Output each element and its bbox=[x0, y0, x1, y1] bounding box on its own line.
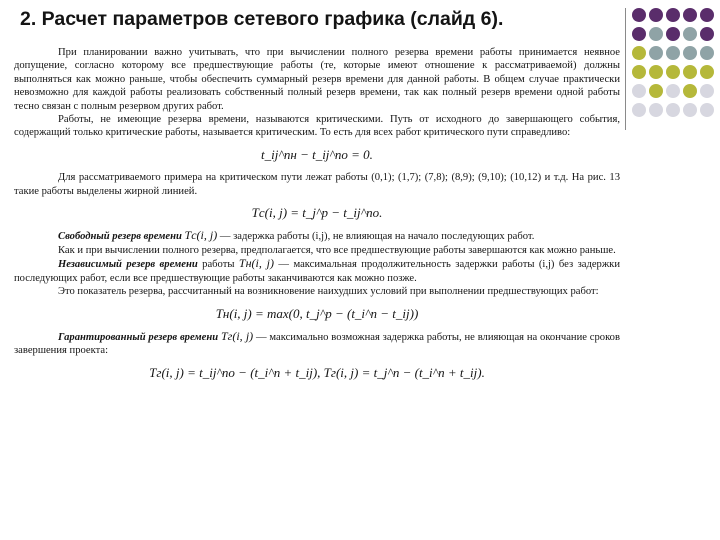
decorative-dot bbox=[632, 65, 646, 79]
paragraph-free-reserve bbox=[14, 229, 620, 243]
term-guaranteed-reserve: Гарантированный резерв времени bbox=[58, 331, 219, 343]
paragraph-1: При планировании важно учитывать, что при вычислении полного резерва времени работы принимается неявное допущение, согласно которому все предшествующие работы (те, которые имеют отношение к рассматриваемой) должны выполняться как можно раньше, чтобы обеспечить суммарный резерв времени для данной работы. В общем случае практически невозможно для каждой работы реализовать собственный полный резерв времени, так как полный резерв времени одной работы тесно связан с полным резервом других работ. bbox=[14, 47, 620, 112]
symbol-guaranteed-reserve: Tг(i, j) bbox=[220, 328, 254, 343]
decorative-dot bbox=[632, 27, 646, 41]
paragraph-5: Как и при вычислении полного резерва, предполагается, что все предшествующие работы завершаются как можно раньше. bbox=[58, 244, 616, 256]
decorative-dot bbox=[683, 46, 697, 60]
formula-independent-reserve bbox=[14, 307, 620, 320]
decorative-dot bbox=[700, 27, 714, 41]
definition-independent-reserve: — максимальная продолжительность задержки работы (i,j) без задержки последующих работ, если все предшествующие работы заканчиваются как можно позже. bbox=[14, 259, 620, 284]
symbol-independent-reserve: Tн(i, j) bbox=[238, 256, 274, 271]
decorative-dot bbox=[666, 46, 680, 60]
decorative-dot bbox=[683, 27, 697, 41]
symbol-free-reserve: Tс(i, j) bbox=[184, 228, 218, 243]
decorative-dot bbox=[683, 65, 697, 79]
decorative-dot bbox=[649, 65, 663, 79]
decorative-dot bbox=[700, 65, 714, 79]
paragraph-3: Для рассматриваемого примера на критическом пути лежат работы (0,1); (1,7); (7,8); (8,9); (9,10); (10,12) и т.д. На рис. 13 такие работы выделены жирной линией. bbox=[14, 172, 620, 197]
decorative-dot bbox=[666, 8, 680, 22]
decorative-dot bbox=[700, 46, 714, 60]
decorative-dot bbox=[666, 27, 680, 41]
decorative-dot bbox=[632, 84, 646, 98]
decorative-dot bbox=[683, 103, 697, 117]
decorative-dot bbox=[700, 103, 714, 117]
definition-free-reserve: — задержка работы (i,j), не влияющая на начало последующих работ. bbox=[219, 231, 535, 243]
formula-4-text: Tг(i, j) = t_ij^по − (t_i^п + t_ij), Tг(i, j) = t_j^п − (t_i^п + t_ij). bbox=[149, 364, 485, 380]
slide-title: 2. Расчет параметров сетевого графика (слайд 6). bbox=[20, 8, 504, 30]
formula-1-text: t_ij^пн − t_ij^по = 0. bbox=[261, 146, 373, 162]
decorative-dot bbox=[632, 8, 646, 22]
formula-2-text: Tс(i, j) = t_j^р − t_ij^по. bbox=[251, 205, 383, 221]
decorative-dot bbox=[666, 65, 680, 79]
decorative-dot bbox=[700, 8, 714, 22]
formula-3-text: Tн(i, j) = max(0, t_j^р − (t_i^п − t_ij)) bbox=[215, 305, 419, 321]
paragraph-2: Работы, не имеющие резерва времени, называются критическими. Путь от исходного до завершающего события, содержащий только критические работы, называется критическим. То есть для всех работ критического пути справедливо: bbox=[14, 114, 620, 139]
paragraph-guaranteed-reserve bbox=[14, 330, 620, 358]
decorative-dot-grid bbox=[632, 8, 716, 128]
decorative-dot bbox=[666, 84, 680, 98]
formula-guaranteed-reserve bbox=[14, 366, 620, 379]
decorative-dot bbox=[649, 103, 663, 117]
decorative-dot bbox=[632, 46, 646, 60]
decorative-dot bbox=[649, 84, 663, 98]
decorative-dot bbox=[666, 103, 680, 117]
decorative-dot bbox=[683, 8, 697, 22]
decorative-dot bbox=[700, 84, 714, 98]
formula-free-reserve bbox=[14, 206, 620, 219]
term-independent-reserve: Независимый резерв времени bbox=[58, 259, 198, 271]
term-free-reserve: Свободный резерв времени bbox=[58, 231, 182, 243]
paragraph-7: Это показатель резерва, рассчитанный на возникновение наихудших условий при выполнении предшествующих работ: bbox=[58, 286, 599, 298]
document-scan bbox=[14, 46, 620, 389]
decorative-dot bbox=[649, 27, 663, 41]
paragraph-independent-reserve bbox=[14, 257, 620, 285]
title-divider-line bbox=[625, 8, 626, 130]
decorative-dot bbox=[683, 84, 697, 98]
word-rabota: работы bbox=[202, 259, 235, 271]
decorative-dot bbox=[649, 8, 663, 22]
decorative-dot bbox=[649, 46, 663, 60]
formula-critical-path bbox=[14, 148, 620, 161]
definition-guaranteed-reserve: — максимально возможная задержка работы, не влияющая на окончание сроков завершения проекта: bbox=[14, 331, 620, 357]
decorative-dot bbox=[632, 103, 646, 117]
